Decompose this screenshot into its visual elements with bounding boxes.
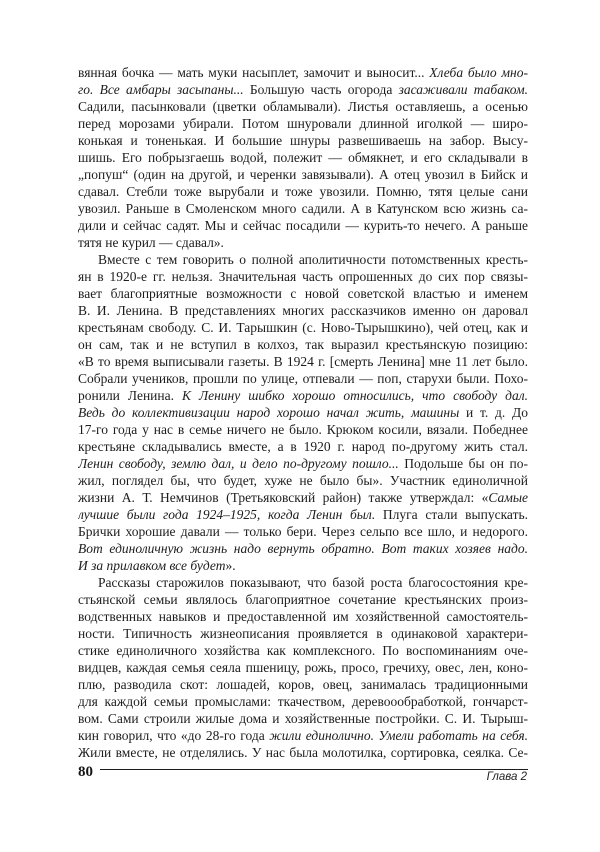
text-segment: вает благоприятные возможности с новой советской властью и именем <box>78 286 528 301</box>
text-segment: крестьянам свободу. С. И. Тарышкин (с. Ново-Тырышкино), чей отец, как и <box>78 320 528 335</box>
text-line <box>78 353 528 370</box>
text-segment: жизни А. Т. Немчинов (Третьяковский район) также утверждал: « <box>78 490 489 505</box>
text-line <box>78 438 528 455</box>
text-segment: Плуга стали выпускать. <box>375 507 528 522</box>
text-segment: лучшие были года 1924–1925, когда Ленин был. <box>78 507 376 522</box>
text-segment: кин говорил, что «до 28-го года <box>78 728 270 743</box>
text-segment: и т. д. До <box>459 405 528 420</box>
text-segment: Самые <box>488 490 528 505</box>
chapter-label: Глава 2 <box>486 771 527 783</box>
text-segment: Брички хорошие давали — только бери. Через сельпо все шло, и недорого. <box>78 524 528 539</box>
text-segment: засаживали табаком. <box>398 82 528 97</box>
text-segment: Садили, пасынковали (цветки обламывали). Листья оставляешь, а осенью <box>78 99 528 114</box>
footer-rule <box>100 769 528 770</box>
text-segment: И за прилавком все будет <box>78 558 226 573</box>
text-segment: ». <box>225 558 236 573</box>
text-line <box>78 421 528 438</box>
text-line <box>78 455 528 472</box>
text-segment: вянная бочка — мать муки насыплет, замочит и выносит... <box>78 65 430 80</box>
text-line <box>78 591 528 608</box>
text-line <box>78 523 528 540</box>
text-segment: шишь. Его побрызгаешь водой, полежит — обмякнет, и его складывали в <box>78 150 528 165</box>
text-line <box>78 336 528 353</box>
text-segment: водственных навыков и предоставленной им хозяйственной самостоятель- <box>78 609 528 624</box>
page-footer <box>78 762 528 786</box>
text-segment: ян в 1920-е гг. нельзя. Значительная часть опрошенных до сих пор связы- <box>78 269 528 284</box>
page-number: 80 <box>78 764 93 780</box>
text-segment: стьянской семьи являлось благоприятное сочетание крестьянских произ- <box>78 592 528 607</box>
text-segment: для каждой семьи промыслами: ткачеством, деревоообработкой, гончарст- <box>78 694 528 709</box>
text-segment: 17-го года у нас в семье ничего не было. Крюком косили, вязали. Победнее <box>78 422 528 437</box>
text-line <box>78 251 528 268</box>
text-line <box>78 574 528 591</box>
text-segment: плю, разводила скот: лошадей, коров, овец, занималась традиционными <box>78 677 528 692</box>
text-segment: «В то время выписывали газеты. В 1924 г. [смерть Ленина] мне 11 лет было. <box>78 354 528 369</box>
text-line <box>78 659 528 676</box>
text-segment: жили единолично. Умели работать на себя. <box>269 728 528 743</box>
text-segment: стике единоличного хозяйства как комплексного. По воспоминаниям оче- <box>78 643 528 658</box>
text-segment: дили и сейчас садят. Мы и сейчас посадили — курить-то нечего. А раньше <box>78 218 528 233</box>
text-segment: конькая и тоненькая. И большие шнуры развешиваешь на забор. Высу- <box>78 133 528 148</box>
text-segment: увозил. Раньше в Смоленском много садили. А в Катунском всю жизнь са- <box>78 201 528 216</box>
text-line <box>78 557 528 574</box>
text-segment: Жили вместе, не отделялись. У нас была молотилка, сортировка, сеялка. Се- <box>78 745 528 760</box>
text-line <box>78 540 528 557</box>
text-line <box>78 744 528 761</box>
text-line <box>78 319 528 336</box>
text-segment: тятя не курил — сдавал». <box>78 235 224 250</box>
text-segment: Подольше бы он по- <box>398 456 528 471</box>
text-segment: вом. Сами строили жилые дома и хозяйственные постройки. С. И. Тырыш- <box>78 711 528 726</box>
text-segment: Собрали учеников, прошли по улице, отпевали — поп, старухи были. Похо- <box>78 371 528 386</box>
text-line <box>78 234 528 251</box>
text-line <box>78 642 528 659</box>
text-segment: крестьяне складывались вместе, а в 1920 г. народ по-другому жить стал. <box>78 439 528 454</box>
text-line <box>78 81 528 98</box>
text-segment: Ведь до коллективизации народ хорошо начал жить, машины <box>78 405 460 420</box>
text-segment: он сам, так и не вступил в колхоз, так выразил крестьянскую позицию: <box>78 337 528 352</box>
text-line <box>78 387 528 404</box>
text-line <box>78 302 528 319</box>
text-line <box>78 625 528 642</box>
text-line <box>78 285 528 302</box>
text-line <box>78 268 528 285</box>
text-segment: сдавал. Стебли тоже вырубали и тоже увозили. Помню, тятя целые сани <box>78 184 528 199</box>
text-segment: В. И. Ленина. В представлениях многих рассказчиков именно он даровал <box>78 303 528 318</box>
text-line <box>78 727 528 744</box>
text-segment: К Ленину шибко хорошо относились, что свободу дал. <box>182 388 528 403</box>
text-line <box>78 132 528 149</box>
text-segment: Ленин свободу, землю дал, и дело по-другому пошло... <box>78 456 399 471</box>
body-text <box>78 64 528 761</box>
text-line <box>78 115 528 132</box>
text-segment: ности. Типичность жизнеописания проявляется в одинаковой характери- <box>78 626 528 641</box>
text-segment: Большую часть огорода <box>249 82 399 97</box>
text-line <box>78 506 528 523</box>
text-line <box>78 217 528 234</box>
text-line <box>78 608 528 625</box>
text-line <box>78 370 528 387</box>
text-line <box>78 710 528 727</box>
text-segment: Вот единоличную жизнь надо вернуть обратно. Вот таких хозяев надо. <box>78 541 528 556</box>
text-line <box>78 472 528 489</box>
text-line <box>78 693 528 710</box>
text-segment: ронили Ленина. <box>78 388 182 403</box>
text-segment: Вместе с тем говорить о полной аполитичности потомственных кресть- <box>98 252 528 267</box>
text-segment: жил, поглядел бы, что будет, хуже не было бы». Участник единоличной <box>78 473 528 488</box>
text-line <box>78 676 528 693</box>
text-segment: Рассказы старожилов показывают, что базой роста благосостояния кре- <box>98 575 528 590</box>
text-segment: Хлеба было мно- <box>429 65 528 80</box>
text-segment: перед морозами убирали. Потом шнуровали длинной иголкой — широ- <box>78 116 528 131</box>
text-segment: „попуш“ (один на другой, и черенки завязывали). А отец увозил в Бийск и <box>78 167 528 182</box>
text-segment: го. Все амбары засыпаны... <box>78 82 250 97</box>
text-line <box>78 489 528 506</box>
text-line <box>78 404 528 421</box>
text-line <box>78 149 528 166</box>
text-line <box>78 166 528 183</box>
text-line <box>78 64 528 81</box>
text-line <box>78 200 528 217</box>
text-segment: видцев, каждая семья сеяла пшеницу, рожь, просо, гречиху, овес, лен, коно- <box>78 660 528 675</box>
text-line <box>78 183 528 200</box>
text-line <box>78 98 528 115</box>
